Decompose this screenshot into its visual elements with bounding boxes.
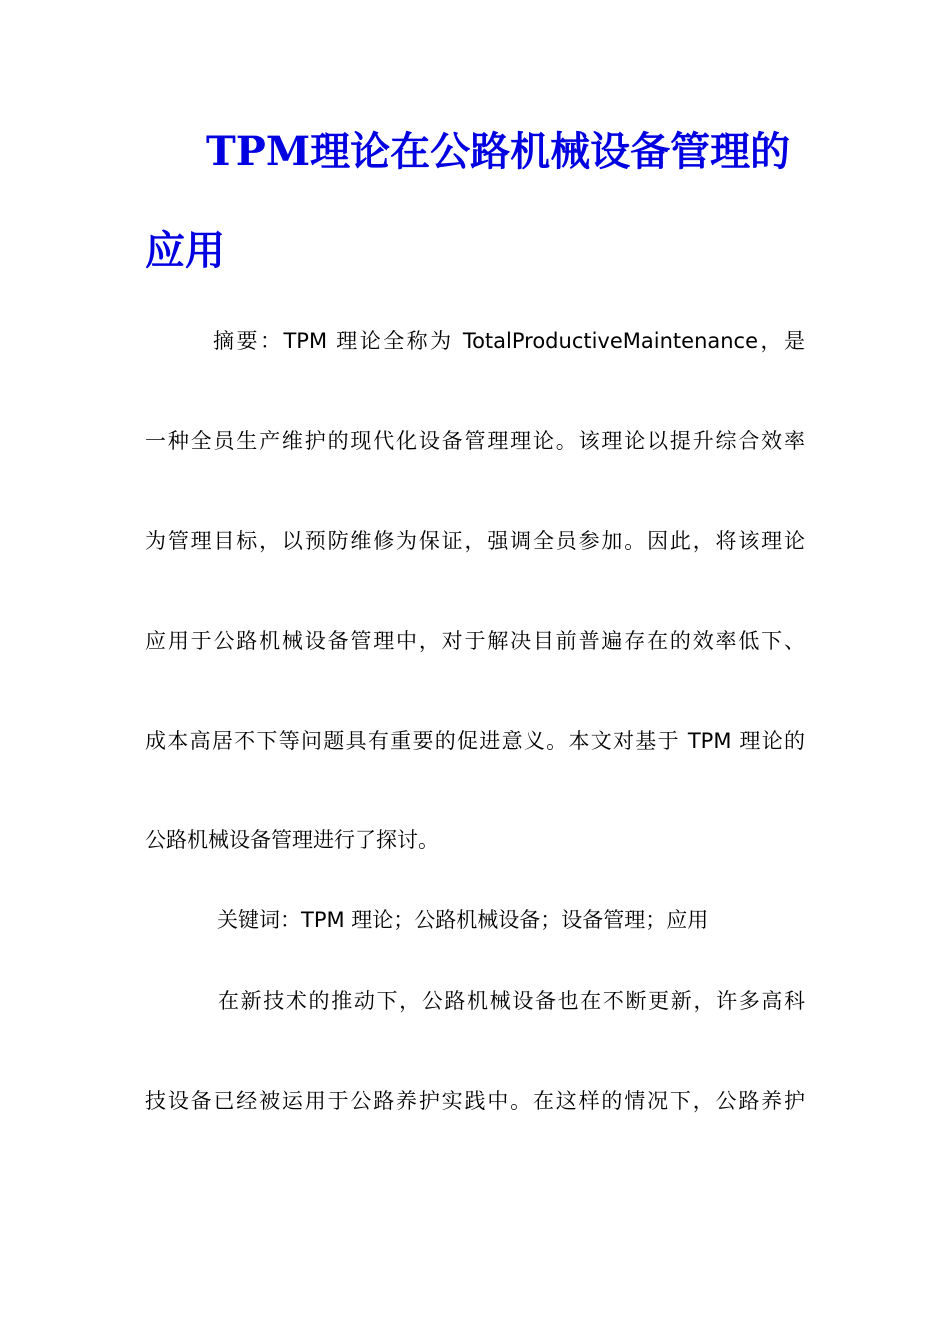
abstract-line-5: 成本高居不下等问题具有重要的促进意义。本文对基于 TPM 理论的 xyxy=(145,729,805,753)
keywords-line: 关键词：TPM 理论；公路机械设备；设备管理；应用 xyxy=(217,908,709,932)
abstract-line-2: 一种全员生产维护的现代化设备管理理论。该理论以提升综合效率 xyxy=(145,429,805,453)
body-line-2: 技设备已经被运用于公路养护实践中。在这样的情况下，公路养护 xyxy=(145,1089,805,1113)
abstract-line-6: 公路机械设备管理进行了探讨。 xyxy=(145,828,439,852)
abstract-line-3: 为管理目标，以预防维修为保证，强调全员参加。因此，将该理论 xyxy=(145,529,805,553)
document-title-line-2: 应用 xyxy=(145,227,225,274)
abstract-line-1: 摘要：TPM 理论全称为 TotalProductiveMaintenance，是 xyxy=(213,329,805,353)
document-title-line-1: TPM理论在公路机械设备管理的 xyxy=(206,128,791,175)
abstract-line-4: 应用于公路机械设备管理中，对于解决目前普遍存在的效率低下、 xyxy=(145,629,805,653)
body-line-1: 在新技术的推动下，公路机械设备也在不断更新，许多高科 xyxy=(218,989,805,1013)
